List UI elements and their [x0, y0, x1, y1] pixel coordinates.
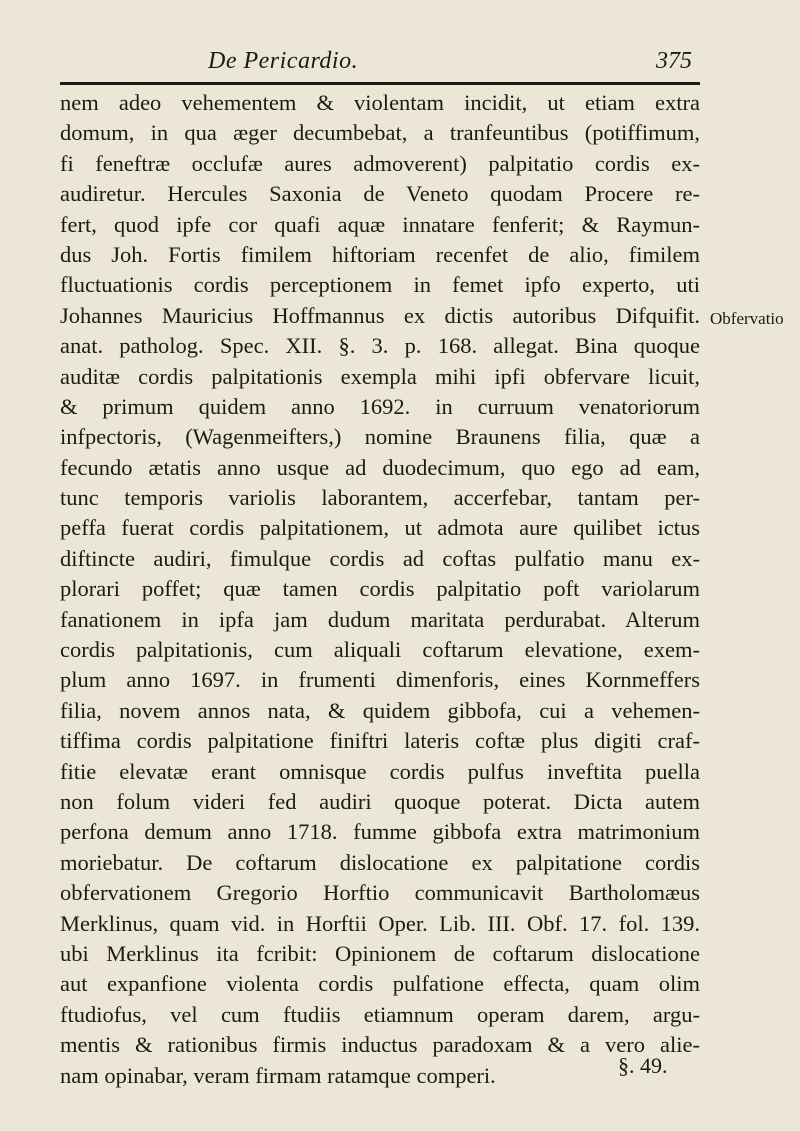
text-line: fi feneftræ occlufæ aures admoverent) palpitatio cordis ex-	[60, 150, 700, 176]
running-head	[60, 46, 700, 86]
running-title: De Pericardio.	[208, 48, 359, 74]
text-line: fitie elevatæ erant omnisque cordis pulfus inveftita puella	[60, 758, 700, 784]
text-line: auditæ cordis palpitationis exempla mihi ipfi obfervare licuit,	[60, 363, 700, 389]
text-line: diftincte audiri, fimulque cordis ad coftas pulfatio manu ex-	[60, 545, 700, 571]
text-line: fluctuationis cordis perceptionem in femet ipfo experto, uti	[60, 272, 700, 298]
text-line: ubi Merklinus ita fcribit: Opinionem de coftarum dislocatione	[60, 940, 700, 966]
text-line: aut expanfione violenta cordis pulfatione effecta, quam olim	[60, 971, 700, 997]
text-line: nam opinabar, veram firmam ratamque comperi.	[60, 1062, 496, 1088]
text-line: fecundo ætatis anno usque ad duodecimum, quo ego ad eam,	[60, 454, 700, 480]
header-rule	[60, 82, 700, 85]
text-line: cordis palpitationis, cum aliquali coftarum elevatione, exem-	[60, 637, 700, 663]
text-line: anat. patholog. Spec. XII. §. 3. p. 168. allegat. Bina quoque	[60, 333, 700, 359]
text-line: ftudiofus, vel cum ftudiis etiamnum operam darem, argu-	[60, 1001, 700, 1027]
text-line: audiretur. Hercules Saxonia de Veneto quodam Procere re-	[60, 181, 700, 207]
catchword: §. 49.	[618, 1053, 668, 1078]
text-line: non folum videri fed audiri quoque poterat. Dicta autem	[60, 788, 700, 814]
text-line: plum anno 1697. in frumenti dimenforis, eines Kornmeffers	[60, 667, 700, 693]
text-line: nem adeo vehementem & violentam incidit, ut etiam extra	[60, 90, 700, 115]
text-line: obfervationem Gregorio Horftio communicavit Bartholomæus	[60, 880, 700, 906]
text-line: tunc temporis variolis laborantem, accerfebar, tantam per-	[60, 485, 700, 511]
text-line: infpectoris, (Wagenmeifters,) nomine Braunens filia, quæ a	[60, 424, 700, 450]
text-line: perfona demum anno 1718. fumme gibbofa extra matrimonium	[60, 819, 700, 845]
text-line: & primum quidem anno 1692. in curruum venatoriorum	[60, 393, 700, 419]
text-line: fanationem in ipfa jam dudum maritata perdurabat. Alterum	[60, 606, 700, 632]
text-line: fert, quod ipfe cor quafi aquæ innatare fenferit; & Raymun-	[60, 211, 700, 237]
text-line: mentis & rationibus firmis inductus paradoxam & a vero alie-	[60, 1032, 700, 1058]
text-line: filia, novem annos nata, & quidem gibbofa, cui a vehemen-	[60, 697, 700, 723]
text-line: tiffima cordis palpitatione finiftri lateris coftæ plus digiti craf-	[60, 728, 700, 754]
text-line: dus Joh. Fortis fimilem hiftoriam recenfet de alio, fimilem	[60, 241, 700, 267]
text-line: Johannes Mauricius Hoffmannus ex dictis autoribus Difquifit.	[60, 302, 700, 328]
page-number: 375	[656, 48, 692, 74]
text-line: plorari poffet; quæ tamen cordis palpitatio poft variolarum	[60, 576, 700, 602]
text-line: moriebatur. De coftarum dislocatione ex palpitatione cordis	[60, 849, 700, 875]
text-line: peffa fuerat cordis palpitationem, ut admota aure quilibet ictus	[60, 515, 700, 541]
margin-note: Obfervatio	[710, 309, 784, 328]
text-line: Merklinus, quam vid. in Horftii Oper. Lib. III. Obf. 17. fol. 139.	[60, 910, 700, 936]
body-text	[60, 88, 700, 1091]
text-line: domum, in qua æger decumbebat, a tranfeuntibus (potiffimum,	[60, 120, 700, 146]
